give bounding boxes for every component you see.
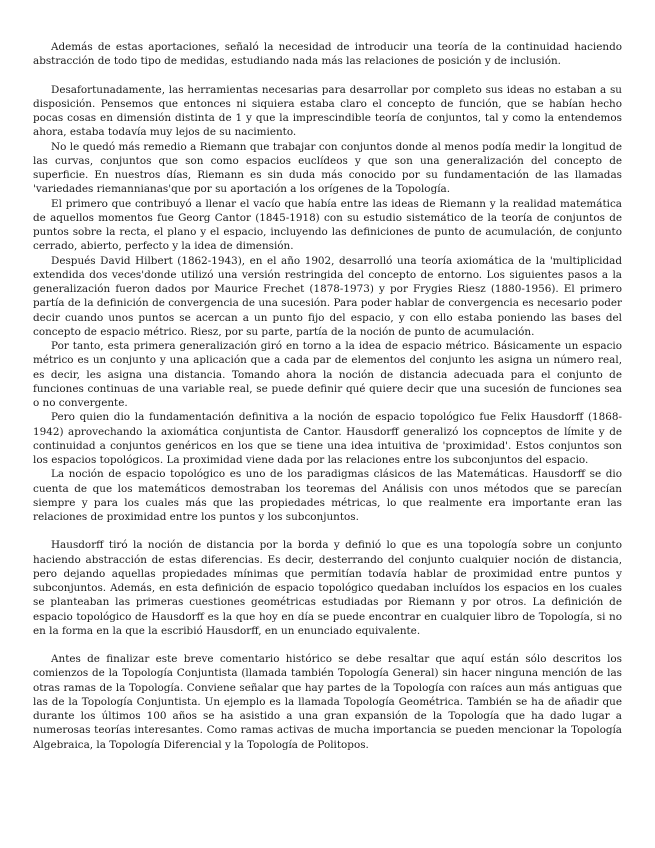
paragraph-4: El primero que contribuyó a llenar el vacío que había entre las ideas de Riemann y la realidad matemática de aquellos momentos fue Georg Cantor (1845-1918) con su estudio sistemático de la teoría de conjuntos de puntos sobre la recta, el plano y el espacio, incluyendo las definiciones de punto de acumulación, de conjunto cerrado, abierto, perfecto y la idea de dimensión. [33, 197, 622, 253]
paragraph-1: Además de estas aportaciones, señaló la necesidad de introducir una teoría de la continuidad haciendo abstracción de todo tipo de medidas, estudiando nada más las relaciones de posición y de inclusión. [33, 41, 622, 68]
paragraph-3: No le quedó más remedio a Riemann que trabajar con conjuntos donde al menos podía medir la longitud de las curvas, conjuntos que son como espacios euclídeos y que son una generalización del concepto de superficie. En nuestros días, Riemann es sin duda más conocido por su fundamentación de las llamadas 'variedades riemannianas'que por su aportación a los orígenes de la Topología. [33, 140, 622, 196]
paragraph-9: Hausdorff tiró la noción de distancia por la borda y definió lo que es una topología sobre un conjunto haciendo abstracción de estas diferencias. Es decir, desterrando del conjunto cualquier noción de distancia, pero dejando aquellas propiedades mínimas que permitían todavía hablar de proximidad entre puntos y subconjuntos. Además, en esta definición de espacio topológico quedaban incluídos los espacios en los cuales se planteaban las primeras cuestiones geométricas estudiadas por Riemann y por otros. La definición de espacio topológico de Hausdorff es la que hoy en día se puede encontrar en cualquier libro de Topología, si no en la forma en la que la escribió Hausdorff, en un enunciado equivalente. [33, 539, 622, 637]
paragraph-6: Por tanto, esta primera generalización giró en torno a la idea de espacio métrico. Básicamente un espacio métrico es un conjunto y una aplicación que a cada par de elementos del conjunto les asigna un número real, es decir, les asigna una distancia. Tomando ahora la noción de distancia adecuada para el conjunto de funciones continuas de una variable real, se puede definir qué quiere decir que una sucesión de funciones sea o no convergente. [33, 340, 622, 409]
paragraph-7: Pero quien dio la fundamentación definitiva a la noción de espacio topológico fue Felix Hausdorff (1868-1942) aprovechando la axiomática conjuntista de Cantor. Hausdorff generalizó los copnceptos de límite y de continuidad a conjuntos genéricos en los que se tiene una idea intuitiva de 'proximidad'. Estos conjuntos son los espacios topológicos. La proximidad viene dada por las relaciones entre los subconjuntos del espacio. [33, 411, 622, 466]
paragraph-2: Desafortunadamente, las herramientas necesarias para desarrollar por completo sus ideas no estaban a su disposición. Pensemos que entonces ni siquiera estaba claro el concepto de función, que se habían hecho pocas cosas en dimensión distinta de 1 y que la imprescindible teoría de conjuntos, tal y como la entendemos ahora, estaba todavía muy lejos de su nacimiento. [33, 83, 622, 139]
paragraph-10: Antes de finalizar este breve comentario histórico se debe resaltar que aquí están sólo descritos los comienzos de la Topología Conjuntista (llamada también Topología General) sin hacer ninguna mención de las otras ramas de la Topología. Conviene señalar que hay partes de la Topología con raíces aun más antiguas que las de la Topología Conjuntista. Un ejemplo es la llamada Topología Geométrica. También se ha de añadir que durante los últimos 100 años se ha asistido a una gran expansión de la Topología que ha dado lugar a numerosas teorías interesantes. Como ramas activas de mucha importancia se pueden mencionar la Topología Algebraica, la Topología Diferencial y la Topología de Politopos. [33, 653, 622, 751]
paragraph-8: La noción de espacio topológico es uno de los paradigmas clásicos de las Matemáticas. Hausdorff se dio cuenta de que los matemáticos demostraban los teoremas del Análisis con unos métodos que se parecían siempre y para los cuales más que las propiedades métricas, lo que realmente era importante eran las relaciones de proximidad entre los puntos y los subconjuntos. [33, 468, 622, 523]
paragraph-5: Después David Hilbert (1862-1943), en el año 1902, desarrolló una teoría axiomática de la 'multiplicidad extendida dos veces'donde utilizó una versión restringida del concepto de entorno. Los siguientes pasos a la generalización fueron dados por Maurice Frechet (1878-1973) y por Frygies Riesz (1880-1956). El primero partía de la definición de convergencia de una sucesión. Para poder hablar de convergencia es necesario poder decir cuando unos puntos se acercan a un punto fijo del espacio, y con ello estaba poniendo las bases del concepto de espacio métrico. Riesz, por su parte, partía de la noción de punto de acumulación. [33, 254, 622, 338]
document-page [33, 40, 622, 752]
